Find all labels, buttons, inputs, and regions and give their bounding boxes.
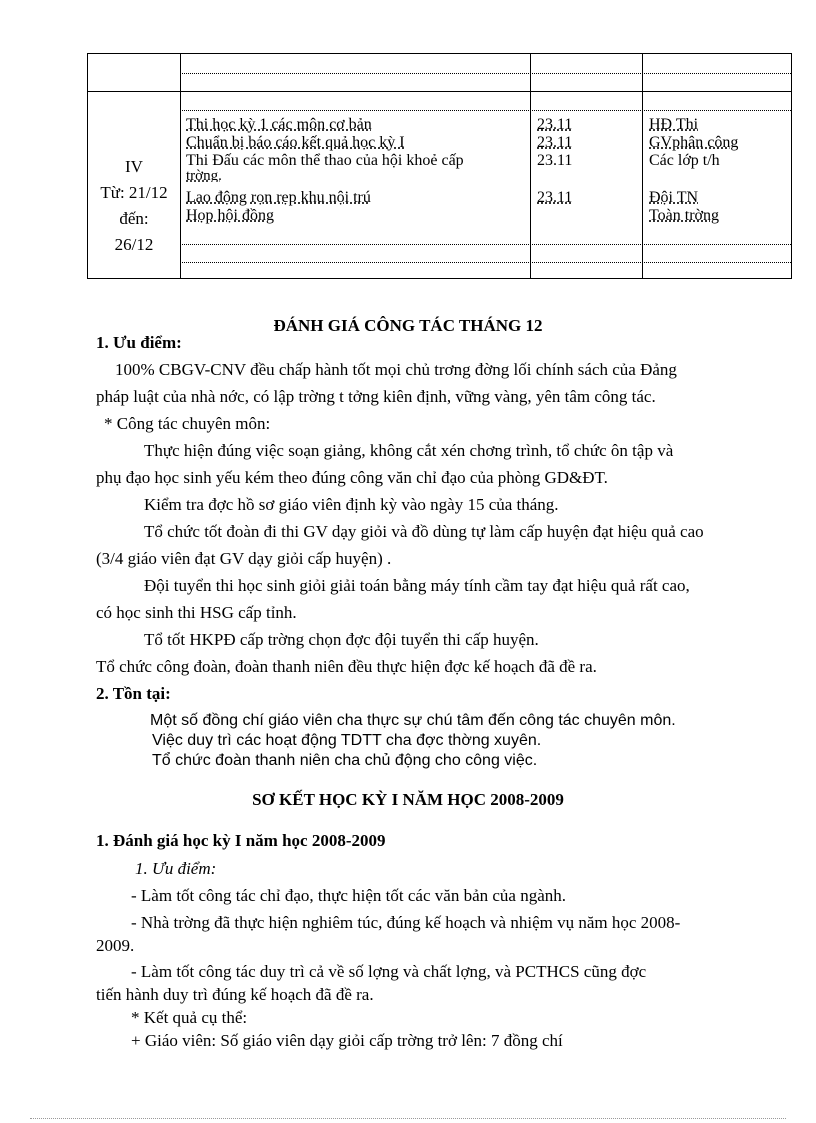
owner-cell: Các lớp t/h [649, 152, 720, 169]
semester-heading: 1. Đánh giá học kỳ I năm học 2008-2009 [96, 831, 386, 850]
paragraph: - Nhà trờng đã thực hiện nghiêm túc, đúng kế hoạch và nhiệm vụ năm học 2008- [131, 913, 681, 932]
weakness-heading: 2. Tồn tại: [96, 684, 171, 703]
semester-subheading: 1. Ưu điểm: [135, 859, 217, 878]
paragraph: 100% CBGV-CNV đều chấp hành tốt mọi chủ trơng đờng lối chính sách của Đảng [115, 360, 677, 379]
owner-cell: GVphân công [649, 134, 739, 151]
dotted-rule [180, 73, 791, 74]
date-cell: 23.11 [537, 134, 573, 151]
paragraph: Kiểm tra đợc hồ sơ giáo viên định kỳ vào ngày 15 của tháng. [144, 495, 559, 514]
week-to: 26/12 [114, 235, 154, 254]
semester-title: SƠ KẾT HỌC KỲ I NĂM HỌC 2008-2009 [252, 790, 564, 809]
owner-cell: Đội TN [649, 189, 699, 206]
dotted-rule [180, 244, 791, 245]
paragraph: Đội tuyển thi học sinh giỏi giải toán bằng máy tính cầm tay đạt hiệu quả rất cao, [144, 576, 690, 595]
page-edge-rule [30, 1118, 786, 1119]
paragraph: Tổ tốt HKPĐ cấp trờng chọn đợc đội tuyển thi cấp huyện. [144, 630, 539, 649]
dotted-rule [180, 110, 791, 111]
owner-cell: Toàn trờng [649, 207, 719, 224]
task-cell: Thi học kỳ 1 các môn cơ bản [186, 116, 372, 133]
paragraph: - Làm tốt công tác chỉ đạo, thực hiện tốt các văn bản của ngành. [131, 886, 566, 905]
task-cell-continued: trờng. [186, 169, 222, 182]
week-to-label: đến: [119, 209, 149, 228]
owner-cell: HĐ Thi [649, 116, 699, 133]
review-title: ĐÁNH GIÁ CÔNG TÁC THÁNG 12 [273, 316, 543, 335]
weakness-item: Việc duy trì các hoạt động TDTT cha đợc thờng xuyên. [152, 732, 542, 749]
paragraph: 2009. [96, 936, 135, 955]
week-number: IV [125, 157, 143, 176]
week-from: Từ: 21/12 [100, 183, 168, 202]
paragraph: pháp luật của nhà nớc, có lập trờng t tởng kiên định, vững vàng, yên tâm công tác. [96, 387, 656, 406]
paragraph: - Làm tốt công tác duy trì cả về số lợng và chất lợng, và PCTHCS cũng đợc [131, 962, 647, 981]
strengths-heading: 1. Ưu điểm: [96, 333, 182, 352]
paragraph: (3/4 giáo viên đạt GV dạy giỏi cấp huyện) . [96, 549, 392, 568]
paragraph: Tổ chức công đoàn, đoàn thanh niên đều thực hiện đợc kế hoạch đã đề ra. [96, 657, 597, 676]
week-label [88, 154, 180, 258]
section-label: * Công tác chuyên môn: [104, 414, 271, 433]
task-cell: Họp hội đồng [186, 207, 274, 224]
schedule-table [87, 53, 792, 279]
paragraph: phụ đạo học sinh yếu kém theo đúng công văn chỉ đạo của phòng GD&ĐT. [96, 468, 608, 487]
task-cell: Chuẩn bị báo cáo kết quả học kỳ I [186, 134, 405, 151]
section-label: * Kết quả cụ thể: [131, 1008, 248, 1027]
weakness-item: Một số đồng chí giáo viên cha thực sự chú tâm đến công tác chuyên môn. [150, 712, 676, 729]
paragraph: Tổ chức tốt đoàn đi thi GV dạy giỏi và đồ dùng tự làm cấp huyện đạt hiệu quả cao [144, 522, 704, 541]
date-cell: 23.11 [537, 152, 573, 169]
paragraph: có học sinh thi HSG cấp tỉnh. [96, 603, 297, 622]
paragraph: + Giáo viên: Số giáo viên dạy giỏi cấp trờng trở lên: 7 đồng chí [131, 1031, 563, 1050]
task-cell: Lao động rọn rẹp khu nội trú [186, 189, 371, 206]
date-cell: 23.11 [537, 189, 573, 206]
dotted-rule [180, 262, 791, 263]
paragraph: Thực hiện đúng việc soạn giảng, không cắt xén chơng trình, tổ chức ôn tập và [144, 441, 674, 460]
paragraph: tiến hành duy trì đúng kế hoạch đã đề ra. [96, 985, 374, 1004]
row-divider [88, 91, 791, 92]
task-cell: Thi Đấu các môn thể thao của hội khoẻ cấp [186, 152, 464, 169]
weakness-item: Tổ chức đoàn thanh niên cha chủ động cho công việc. [152, 752, 538, 769]
date-cell: 23.11 [537, 116, 573, 133]
